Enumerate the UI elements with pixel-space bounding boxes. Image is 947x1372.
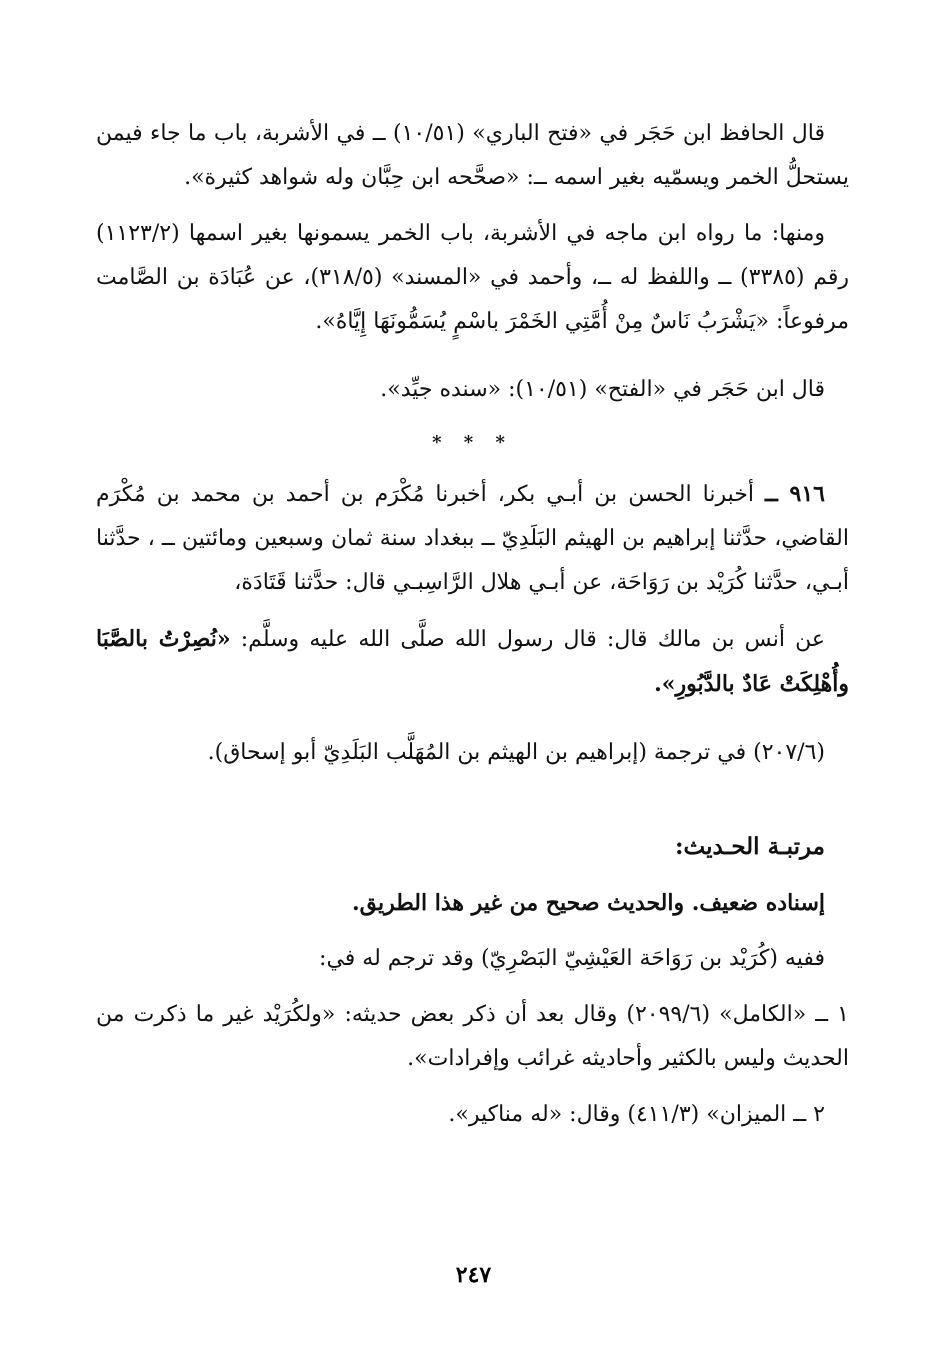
paragraph-reference: (٢٠٧/٦) في ترجمة (إبراهيم بن الهيثم بن المُهَلَّب البَلَدِيّ أبو إسحاق). [207,740,825,765]
matn-intro: عن أنس بن مالك قال: قال رسول الله صلَّى الله عليه وسلَّم: [230,627,825,652]
hadith-916-isnad [96,472,849,605]
page-number: ٢٤٧ [455,1262,492,1288]
paragraph-mizan: ٢ ــ الميزان» (٤١١/٣) وقال: «له مناكير». [448,1102,825,1127]
isnad-text: أخبرنا الحسن بن أبـي بكر، أخبرنا مُكْرَم بن أحمد بن محمد بن مُكْرَم القاضي، حدَّثنا إبراهيم بن الهيثم البَلَدِيّ ــ ببغداد سنة ثمان وسبعين ومائتين ــ ، حدَّثنا أبـي، حدَّثنا كُرَيْد بن رَوَاحَة، عن أبـي هلال الرَّاسِبـي قال: حدَّثنا قَتَادَة، [96,482,849,595]
paragraph-ibn-hajar-fath: قال الحافظ ابن حَجَر في «فتح الباري» (١٠/٥١) ــ في الأشربة، باب ما جاء فيمن يستحلُّ الخمر ويسمّيه بغير اسمه ــ: «صحَّحه ابن حِبَّان وله شواهد كثيرة». [96,121,849,190]
section-separator: * * * [432,432,513,453]
section-heading: مرتبـة الحـديث: [675,833,825,860]
hadith-number: ٩١٦ ــ [764,481,825,507]
paragraph-kamil: ١ ــ «الكامل» (٢٠٩٩/٦) وقال بعد أن ذكر بعض حديثه: «ولكُرَيْد غير ما ذكرت من الحديث وليس بالكثير وأحاديثه غرائب وإفرادات». [96,1002,849,1071]
paragraph-grading: إسناده ضعيف. والحديث صحيح من غير هذا الطريق. [351,890,825,916]
matn-text: «نُصِرْتُ بالصَّبَا وأُهْلِكَتْ عَادٌ بالدَّبُورِ». [96,626,849,697]
paragraph-ibn-majah: ومنها: ما رواه ابن ماجه في الأشربة، باب الخمر يسمونها بغير اسمها (١١٢٣/٢) رقم (٣٣٨٥) ــ واللفظ له ــ، وأحمد في «المسند» (٣١٨/٥)، عن عُبَادَة بن الصَّامت مرفوعاً: «يَشْرَبُ نَاسٌ مِنْ أُمَّتِي الخَمْرَ باسْمٍ يُسَمُّونَهَا إِيَّاهُ». [96,221,849,334]
hadith-916-matn [96,617,849,707]
paragraph-sanad: قال ابن حَجَر في «الفتح» (١٠/٥١): «سنده جيِّد». [380,377,825,402]
paragraph-narrator: ففيه (كُرَيْد بن رَوَاحَة العَيْشِيّ البَصْرِيّ) وقد ترجم له في: [319,946,825,971]
